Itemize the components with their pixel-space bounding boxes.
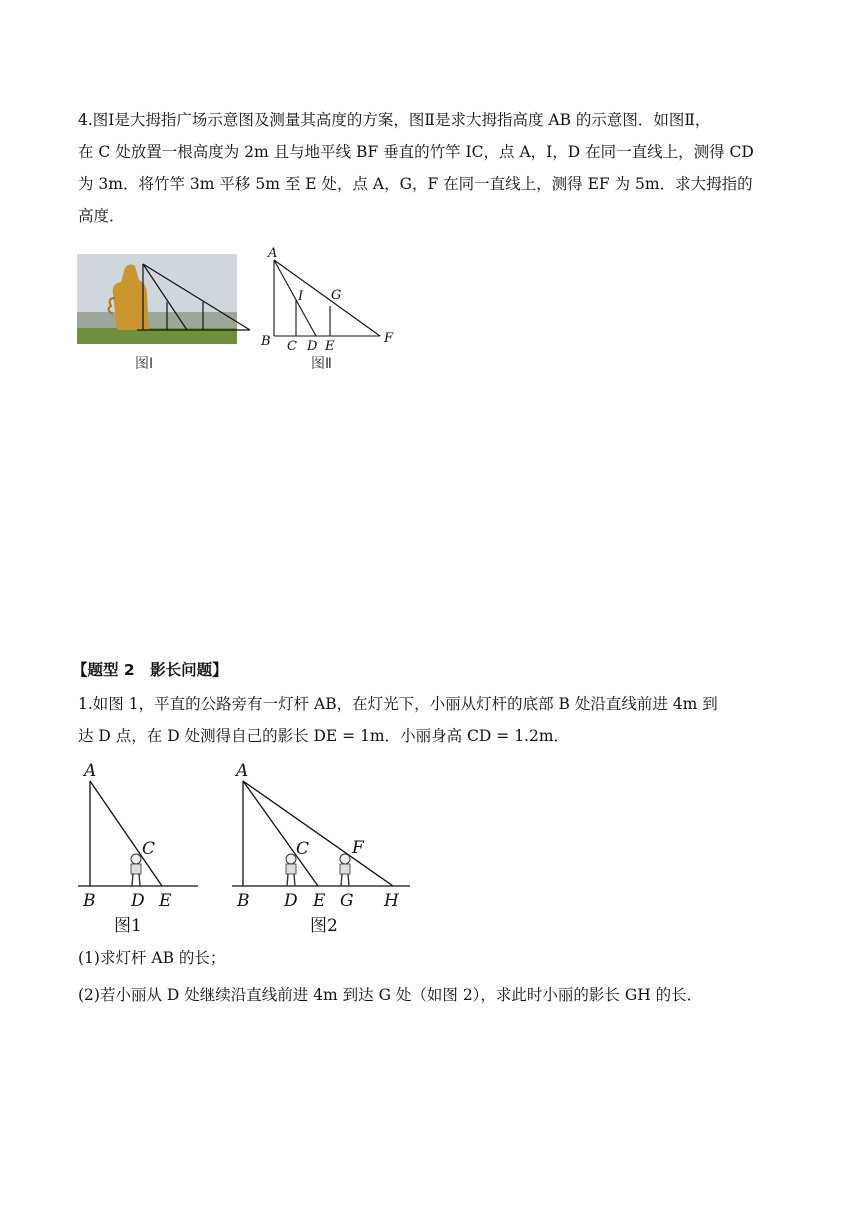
label-C: C xyxy=(287,339,297,354)
question-4-line-2: 在 C 处放置一根高度为 2m 且与地平线 BF 垂直的竹竿 IC，点 A，I，D 在同一直线上，测得 CD xyxy=(78,143,754,161)
figure-2-diagram xyxy=(258,244,408,354)
fig2-label-E: E xyxy=(313,891,326,911)
fig2-label-A: A xyxy=(236,761,249,781)
subquestion-1: (1)求灯杆 AB 的长； xyxy=(78,949,226,967)
fig2-label-G: G xyxy=(340,891,354,911)
figure-1-photo xyxy=(77,254,237,344)
label-I: I xyxy=(298,289,304,304)
question-4-line-3: 为 3m．将竹竿 3m 平移 5m 至 E 处，点 A，G，F 在同一直线上，测得 EF 为 5m．求大拇指的 xyxy=(78,175,753,193)
subquestions xyxy=(78,942,778,1011)
label-A: A xyxy=(268,246,278,261)
fig1-label-A: A xyxy=(84,761,97,781)
fig2-caption: 图2 xyxy=(310,916,338,936)
figure-2-caption: 图Ⅱ xyxy=(311,356,332,372)
question-1-line-1: 1.如图 1，平直的公路旁有一灯杆 AB，在灯光下，小丽从灯杆的底部 B 处沿直线前进 4m 到 xyxy=(78,695,718,713)
question-4-text xyxy=(78,104,778,232)
fig1-caption: 图1 xyxy=(114,916,142,936)
fig2-label-D: D xyxy=(284,891,298,911)
girl-icon-g xyxy=(340,854,350,886)
fig2-label-C: C xyxy=(296,839,310,859)
fig2-label-H: H xyxy=(384,891,399,911)
girl-icon-d xyxy=(286,854,296,886)
shadow-figure-2 xyxy=(226,756,426,941)
fig1-label-D: D xyxy=(131,891,145,911)
fig1-label-C: C xyxy=(142,839,156,859)
label-D: D xyxy=(307,339,318,354)
fig1-label-B: B xyxy=(83,891,96,911)
fig1-label-E: E xyxy=(159,891,172,911)
fig2-label-F: F xyxy=(352,838,364,858)
label-B: B xyxy=(261,334,271,349)
figure-1-caption: 图Ⅰ xyxy=(135,356,154,372)
question-4-line-4: 高度． xyxy=(78,207,125,225)
subquestion-2: (2)若小丽从 D 处继续沿直线前进 4m 到达 G 处（如图 2），求此时小丽的影长 GH 的长． xyxy=(78,986,703,1004)
section-heading: 【题型 2 影长问题】 xyxy=(72,661,228,679)
girl-icon xyxy=(131,854,141,886)
shadow-figure-1 xyxy=(70,756,210,941)
label-F: F xyxy=(384,331,394,346)
question-1-text xyxy=(78,688,778,752)
label-G: G xyxy=(331,288,342,303)
question-1-line-2: 达 D 点，在 D 处测得自己的影长 DE = 1m．小丽身高 CD = 1.2m． xyxy=(78,727,570,745)
fig2-label-B: B xyxy=(237,891,250,911)
label-E: E xyxy=(325,339,335,354)
question-4-line-1: 4.图Ⅰ是大拇指广场示意图及测量其高度的方案，图Ⅱ是求大拇指高度 AB 的示意图．如图Ⅱ， xyxy=(78,111,711,129)
